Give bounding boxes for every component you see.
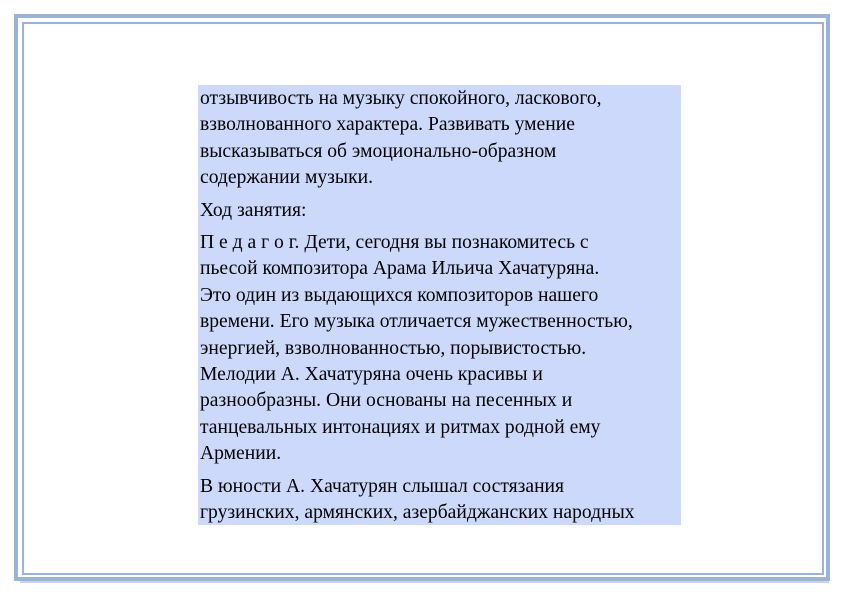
text-line: времени. Его музыка отличается мужественностью,: [200, 311, 633, 333]
speaker-label: П е д а г о г.: [200, 232, 300, 254]
text-line: отзывчивость на музыку спокойного, ласкового,: [200, 88, 602, 109]
lesson-heading: Ход занятия:: [200, 199, 307, 221]
text-line: Это один из выдающихся композиторов нашего: [200, 284, 599, 306]
text-line: грузинских, армянских, азербайджанских народных: [200, 502, 635, 524]
text-line: энергией, взволнованностью, порывистостью.: [200, 337, 587, 359]
text-line: взволнованного характера. Развивать умение: [200, 114, 575, 136]
text-line: содержании музыки.: [200, 167, 373, 189]
text-line: [200, 230, 681, 256]
text-line: разнообразны. Они основаны на песенных и: [200, 390, 573, 412]
text-line: Армении.: [200, 443, 282, 465]
text-box[interactable]: [198, 85, 681, 525]
paragraph-goals: [200, 86, 681, 192]
text-line: высказываться об эмоционально-образном: [200, 140, 557, 162]
paragraph-youth: [200, 474, 681, 527]
paragraph-teacher-speech: [200, 230, 681, 468]
text-line: В юности А. Хачатурян слышал состязания: [200, 475, 565, 497]
text-line: танцевальных интонациях и ритмах родной ему: [200, 416, 601, 438]
text-fragment: Дети, сегодня вы познакомитесь с: [304, 232, 589, 254]
text-line: пьесой композитора Арама Ильича Хачатуряна.: [200, 258, 600, 280]
text-line: Мелодии А. Хачатуряна очень красивы и: [200, 364, 543, 386]
paragraph-lesson-heading: [200, 198, 681, 224]
